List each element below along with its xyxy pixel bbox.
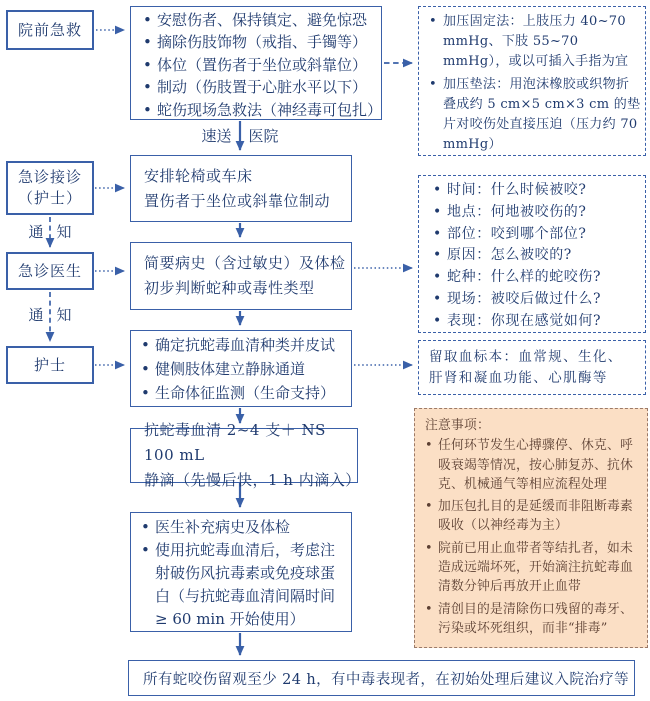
stage-triage-label-line2: （护士） bbox=[17, 189, 82, 207]
compression-methods-note bbox=[418, 6, 646, 156]
list-item: • 加压垫法：用泡沫橡胶或织物折叠成约 5 cm×5 cm×3 cm 的垫片对咬伤处直接压迫（压力约 70 mmHg） bbox=[425, 75, 641, 155]
history-questions-note bbox=[418, 175, 646, 333]
notify-label-1-right: 知 bbox=[56, 223, 72, 241]
stage-triage-box bbox=[6, 161, 94, 215]
list-item: • 医生补充病史及体检 bbox=[137, 516, 347, 539]
prehospital-care-list bbox=[131, 7, 381, 121]
list-item: • 任何环节发生心搏骤停、休克、呼吸衰竭等情况，按心肺复苏、抗休克、机械通气等相应流程处理 bbox=[423, 436, 639, 494]
cautions-note bbox=[414, 408, 648, 648]
cautions-content bbox=[415, 409, 647, 638]
nurse-actions-list bbox=[131, 331, 351, 405]
list-item: • 时间：什么时候被咬? bbox=[429, 180, 641, 202]
list-item: • 院前已用止血带者等结扎者，如未造成远端坏死，开始滴注抗蛇毒血清数分钟后再放开止血带 bbox=[423, 539, 639, 597]
antivenom-infusion-line2: 静滴（先慢后快，1 h 内滴入） bbox=[144, 471, 361, 489]
arrange-transport-line2: 置伤者于坐位或斜靠位制动 bbox=[144, 191, 331, 210]
notify-label-1 bbox=[10, 221, 90, 242]
compression-methods-list bbox=[419, 7, 645, 155]
brief-history-line2: 初步判断蛇种或毒性类型 bbox=[144, 279, 315, 297]
cautions-title: 注意事项： bbox=[425, 418, 490, 433]
list-item: • 体位（置伤者于坐位或斜靠位） bbox=[139, 54, 377, 76]
notify-label-1-left: 通 bbox=[28, 223, 44, 241]
list-item: • 确定抗蛇毒血清种类并皮试 bbox=[137, 333, 347, 357]
blood-sample-note bbox=[418, 340, 646, 395]
stage-prehospital-label: 院前急救 bbox=[17, 20, 82, 39]
stage-nurse-box bbox=[6, 346, 94, 384]
stage-nurse-label: 护士 bbox=[33, 355, 66, 374]
doctor-supplement-box bbox=[130, 512, 352, 632]
list-item: • 制动（伤肢置于心脏水平以下） bbox=[139, 76, 377, 98]
list-item: • 摘除伤肢饰物（戒指、手镯等） bbox=[139, 31, 377, 53]
list-item: • 地点：何地被咬伤的? bbox=[429, 202, 641, 224]
arrange-transport-line1: 安排轮椅或车床 bbox=[144, 166, 253, 185]
transfer-label bbox=[175, 125, 305, 146]
list-item: • 加压固定法：上肢压力 40~70 mmHg、下肢 55~70 mmHg），或以可插入手指为宜 bbox=[425, 12, 641, 72]
prehospital-care-box bbox=[130, 6, 382, 120]
list-item: • 清创目的是清除伤口残留的毒牙、污染或坏死组织，而非“排毒” bbox=[423, 600, 639, 639]
notify-label-2-right: 知 bbox=[56, 306, 72, 324]
antivenom-infusion-line1: 抗蛇毒血清 2~4 支＋ NS 100 mL bbox=[144, 421, 326, 464]
notify-label-2 bbox=[10, 304, 90, 325]
nurse-actions-box bbox=[130, 330, 352, 407]
doctor-supplement-list bbox=[131, 513, 351, 631]
stage-er-doctor-box bbox=[6, 252, 94, 290]
list-item: • 加压包扎目的是延缓而非阻断毒素吸收（以神经毒为主） bbox=[423, 497, 639, 536]
list-item: • 生命体征监测（生命支持） bbox=[137, 381, 347, 405]
list-item: • 蛇伤现场急救法（神经毒可包扎） bbox=[139, 99, 377, 121]
list-item: • 蛇种：什么样的蛇咬伤? bbox=[429, 267, 641, 289]
antivenom-infusion-box bbox=[130, 421, 361, 489]
list-item: • 安慰伤者、保持镇定、避免惊恐 bbox=[139, 9, 377, 31]
list-item: • 原因：怎么被咬的? bbox=[429, 245, 641, 267]
brief-history-line1: 简要病史（含过敏史）及体检 bbox=[144, 254, 346, 272]
stage-triage-label-line1: 急诊接诊 bbox=[17, 168, 82, 186]
list-item: • 表现：你现在感觉如何? bbox=[429, 311, 641, 333]
cautions-list bbox=[423, 436, 639, 638]
stage-prehospital-box bbox=[6, 10, 94, 50]
brief-history-box bbox=[130, 242, 352, 310]
transfer-label-left: 速送 bbox=[201, 127, 232, 145]
list-item: • 部位：咬到哪个部位? bbox=[429, 224, 641, 246]
list-item: • 现场：被咬后做过什么? bbox=[429, 289, 641, 311]
history-questions-list bbox=[419, 176, 645, 333]
stage-er-doctor-label: 急诊医生 bbox=[17, 261, 82, 280]
arrange-transport-box bbox=[130, 155, 352, 222]
list-item: • 使用抗蛇毒血清后，考虑注射破伤风抗毒素或免疫球蛋白（与抗蛇毒血清间隔时间 ≥ 60 min 开始使用） bbox=[137, 539, 347, 631]
observation-box bbox=[128, 660, 635, 696]
notify-label-2-left: 通 bbox=[28, 306, 44, 324]
transfer-label-right: 医院 bbox=[248, 127, 279, 145]
observation-text: 所有蛇咬伤留观至少 24 h，有中毒表现者，在初始处理后建议入院治疗等 bbox=[143, 671, 630, 688]
list-item: • 健侧肢体建立静脉通道 bbox=[137, 357, 347, 381]
blood-sample-text: 留取血标本：血常规、生化、肝肾和凝血功能、心肌酶等 bbox=[429, 349, 623, 386]
